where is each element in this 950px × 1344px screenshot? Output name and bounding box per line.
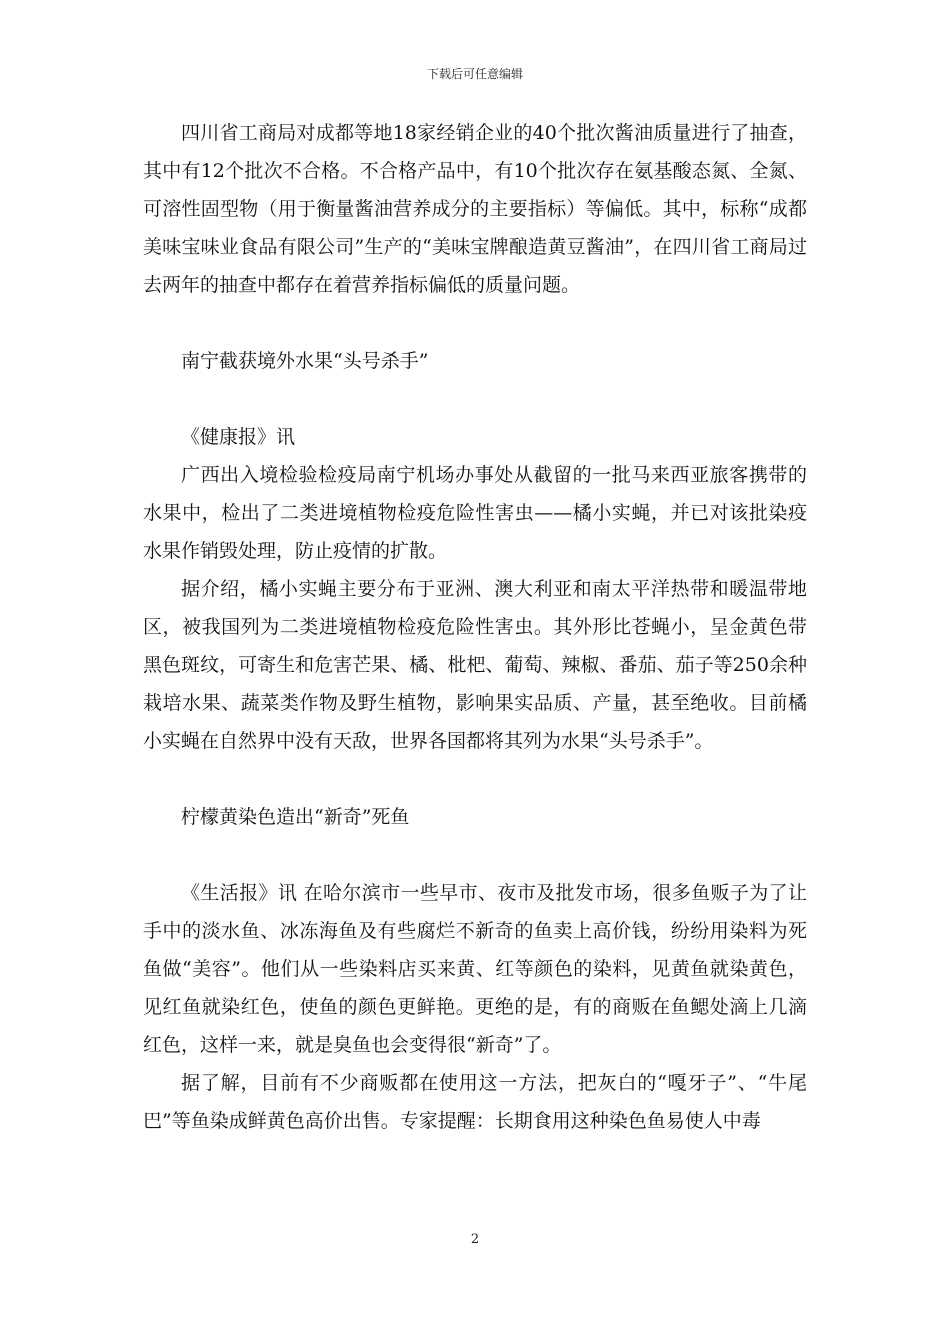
paragraph-gap <box>143 380 807 418</box>
paragraph-gap <box>143 836 807 874</box>
paragraph-fruit-fly-description: 据介绍，橘小实蝇主要分布于亚洲、澳大利亚和南太平洋热带和暖温带地区，被我国列为二类进境植物检疫危险性害虫。其外形比苍蝇小，呈金黄色带黑色斑纹，可寄生和危害芒果、橘、枇杷、葡萄、辣椒、番茄、茄子等250余种栽培水果、蔬菜类作物及野生植物，影响果实品质、产量，甚至绝收。目前橘小实蝇在自然界中没有天敌，世界各国都将其列为水果“头号杀手”。 <box>143 578 807 752</box>
paragraph-soy-sauce: 四川省工商局对成都等地18家经销企业的40个批次酱油质量进行了抽查，其中有12个批次不合格。不合格产品中，有10个批次存在氨基酸态氮、全氮、可溶性固型物（用于衡量酱油营养成分的主要指标）等偏低。其中，标称“成都美味宝味业食品有限公司”生产的“美味宝牌酿造黄豆酱油”，在四川省工商局过去两年的抽查中都存在着营养指标偏低的质量问题。 <box>143 122 807 296</box>
paragraph-gap <box>143 760 807 798</box>
paragraph-fruit-interception: 广西出入境检验检疫局南宁机场办事处从截留的一批马来西亚旅客携带的水果中，检出了二类进境植物检疫危险性害虫——橘小实蝇，并已对该批染疫水果作销毁处理，防止疫情的扩散。 <box>143 464 807 562</box>
page-number: 2 <box>470 1232 480 1247</box>
document-body <box>143 114 807 1140</box>
paragraph-dyed-fish-warning: 据了解，目前有不少商贩都在使用这一方法，把灰白的“嘎牙子”、“牛尾巴”等鱼染成鲜黄色高价出售。专家提醒：长期食用这种染色鱼易使人中毒 <box>143 1072 807 1132</box>
page-header: 下载后可任意编辑 <box>426 67 523 81</box>
source-health-news: 《健康报》讯 <box>181 426 296 448</box>
heading-dyed-fish: 柠檬黄染色造出“新奇”死鱼 <box>181 806 410 828</box>
heading-nanning-fruit-pest: 南宁截获境外水果“头号杀手” <box>181 350 429 372</box>
paragraph-dyed-fish-report: 《生活报》讯 在哈尔滨市一些早市、夜市及批发市场，很多鱼贩子为了让手中的淡水鱼、冰冻海鱼及有些腐烂不新奇的鱼卖上高价钱，纷纷用染料为死鱼做“美容”。他们从一些染料店买来黄、红等颜色的染料，见黄鱼就染黄色，见红鱼就染红色，使鱼的颜色更鲜艳。更绝的是，有的商贩在鱼鳃处滴上几滴红色，这样一来，就是臭鱼也会变得很“新奇”了。 <box>143 882 807 1056</box>
paragraph-gap <box>143 304 807 342</box>
